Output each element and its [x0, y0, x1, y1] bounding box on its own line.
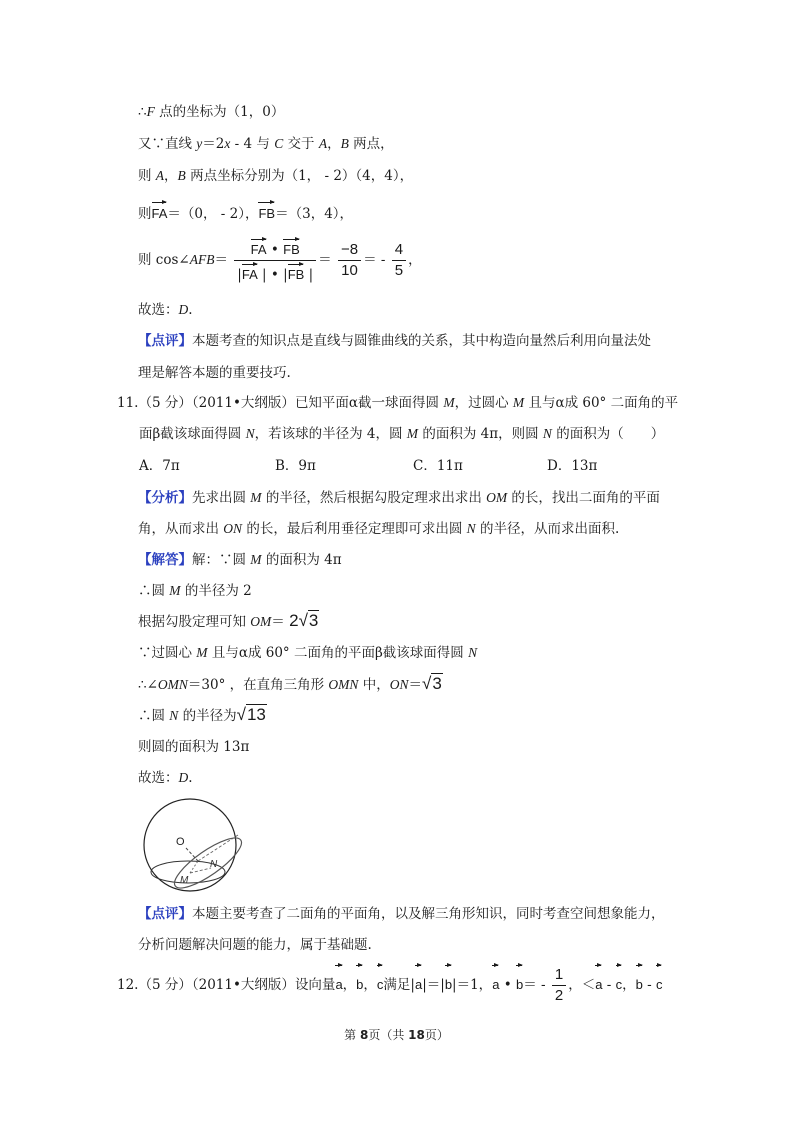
review-tag: 【点评】	[138, 906, 192, 922]
var-f: F	[146, 104, 155, 119]
fraction-numerator: 1	[552, 966, 566, 986]
text: ＝	[214, 252, 228, 268]
solution-11-line1	[138, 550, 342, 570]
solution-11-line6	[138, 705, 267, 726]
text: ，	[622, 977, 636, 993]
text: 的面积为 4π	[261, 552, 342, 568]
review-text: 本题主要考查了二面角的平面角，以及解三角形知识，同时考查空间想象能力，	[192, 906, 665, 922]
var-b: B	[177, 168, 186, 183]
var-m: M	[196, 645, 208, 660]
solution-tag: 【解答】	[138, 552, 192, 568]
current-page-number: 8	[359, 1028, 369, 1042]
text: 页（共	[368, 1028, 409, 1042]
text: 交于	[283, 136, 319, 152]
question-11-stem-line2	[139, 424, 664, 444]
question-11-stem-line1	[117, 393, 678, 413]
dot: •	[266, 242, 284, 258]
text: .	[188, 302, 193, 318]
solution-line-cosine	[138, 236, 422, 284]
abs-bar: |	[237, 267, 242, 283]
coefficient: 2	[289, 611, 299, 630]
label-o: O	[176, 836, 185, 848]
text: ＝	[408, 677, 422, 693]
fraction-denominator: 2	[554, 987, 564, 1004]
review-block-11-cont	[138, 935, 372, 955]
text: 的面积为 4π，则圆	[418, 426, 543, 442]
sqrt-expression: √3	[421, 674, 442, 693]
text: 则	[138, 168, 156, 184]
var-omn: OMN	[328, 677, 359, 692]
text: 且与α成 60° 二面角的平面β截该球面得圆	[207, 645, 469, 661]
solution-line-f-coord	[138, 102, 284, 122]
text: 设向量	[294, 977, 336, 993]
text: 面β截该球面得圆	[139, 426, 246, 442]
var-b: B	[340, 136, 349, 151]
choice-value: 7π	[162, 458, 180, 474]
review-block-11	[138, 904, 665, 924]
analysis-block-line2	[138, 519, 619, 539]
var-on: ON	[389, 677, 409, 692]
text: -	[642, 977, 656, 993]
text: ＝	[318, 252, 332, 268]
text: 中，	[358, 677, 390, 693]
review-text: 理是解答本题的重要技巧.	[138, 365, 291, 381]
text: 则 cos∠	[138, 252, 190, 268]
var-m: M	[169, 583, 181, 598]
total-pages: 18	[408, 1028, 425, 1042]
vector-a: a	[415, 963, 422, 1003]
review-text: 本题考查的知识点是直线与圆锥曲线的关系，其中构造向量然后利用向量法处	[192, 333, 651, 349]
vector-c: c	[377, 963, 384, 1003]
text: 根据勾股定理可知	[138, 614, 251, 630]
text: 则圆的面积为 13π	[138, 739, 250, 755]
fraction-numerator: 4	[394, 241, 404, 258]
cosine-fraction	[234, 237, 316, 284]
text: ＝ -	[363, 252, 390, 268]
choice-a[interactable]	[139, 456, 180, 476]
therefore-symbol: ∴	[138, 104, 147, 120]
fraction-numerator: −8	[338, 241, 361, 261]
text: 两点坐标分别为（1， - 2）（4，4），	[185, 168, 414, 184]
text: 的半径，然后根据勾股定理求出求出	[261, 490, 487, 506]
text: | • |	[257, 267, 288, 283]
var-m: M	[250, 552, 262, 567]
vector-b: b	[445, 963, 452, 1003]
question-12-stem	[117, 963, 662, 1005]
text: 的半径为	[178, 708, 237, 724]
text: ，	[327, 136, 341, 152]
question-number: 11.	[117, 395, 139, 411]
text: -	[602, 977, 616, 993]
var-on: ON	[223, 521, 243, 536]
text: ，＜	[568, 977, 596, 993]
choice-label: D．	[547, 458, 572, 474]
solution-line-intersect	[138, 134, 394, 154]
solution-11-line5	[138, 674, 443, 695]
text: 的长，最后利用垂径定理即可求出圆	[242, 521, 467, 537]
vector-fa: FA	[242, 262, 258, 284]
answer-letter: D	[178, 770, 189, 785]
sqrt-expression: √13	[236, 705, 266, 724]
text: 的长，找出二面角的平面	[507, 490, 660, 506]
analysis-tag: 【分析】	[138, 490, 192, 506]
choice-value: 13π	[571, 458, 598, 474]
fraction-denominator: 5	[392, 260, 406, 280]
vector-fb: FB	[283, 237, 300, 259]
var-n: N	[468, 645, 478, 660]
text: ∴圆	[138, 583, 170, 599]
solution-11-line3	[138, 611, 319, 632]
var-x: x	[224, 136, 231, 151]
choice-value: 9π	[298, 458, 316, 474]
text: 页）	[424, 1028, 449, 1042]
fraction-denominator	[234, 261, 316, 284]
text: ＝（0， - 2），	[167, 206, 259, 222]
solution-line-answer	[138, 300, 193, 320]
vector-a: a	[335, 963, 342, 1003]
vector-c: c	[656, 963, 663, 1003]
solution-line-points	[138, 166, 413, 186]
var-om: OM	[250, 614, 272, 629]
vector-fa: FA	[251, 237, 267, 259]
vector-fb: FB	[258, 200, 275, 224]
solution-11-line7	[138, 737, 249, 757]
text: 点的坐标为（1，0）	[154, 104, 285, 120]
text: 满足|	[383, 977, 415, 993]
text: ，	[342, 977, 357, 993]
page-footer	[0, 1026, 793, 1043]
dot: •	[499, 977, 516, 993]
vector-fa: FA	[152, 200, 168, 224]
solution-11-line8	[138, 768, 193, 788]
var-n: N	[542, 426, 552, 441]
solution-11-line4	[138, 643, 477, 663]
text: 故选：	[138, 770, 179, 786]
var-n: N	[245, 426, 255, 441]
radicand: 13	[246, 705, 266, 724]
solution-line-vectors	[138, 200, 353, 224]
choice-d[interactable]	[547, 456, 597, 476]
fraction-4-over-5	[392, 241, 406, 280]
text: .	[188, 770, 193, 786]
review-block-10	[138, 331, 651, 351]
var-c: C	[274, 136, 284, 151]
text: ∴∠	[138, 677, 158, 693]
text: 则	[138, 206, 152, 222]
radicand: 3	[432, 674, 442, 693]
text: 已知平面α截一球面得圆	[294, 395, 444, 411]
text: 两点，	[348, 136, 394, 152]
vector-b: b	[356, 963, 363, 1003]
text: |＝|	[422, 977, 445, 993]
fraction-numerator	[234, 237, 316, 261]
var-a: A	[155, 168, 165, 183]
text: ＝30° ，在直角三角形	[187, 677, 329, 693]
var-m: M	[443, 395, 455, 410]
choice-b[interactable]	[275, 456, 316, 476]
fraction-1-over-2	[552, 966, 566, 1005]
text: 第	[344, 1028, 360, 1042]
sqrt-expression: 2√3	[289, 611, 319, 630]
var-y: y	[196, 136, 203, 151]
question-11-choices	[139, 456, 639, 476]
text: ，	[408, 252, 422, 268]
vector-b: b	[636, 963, 643, 1003]
var-m: M	[406, 426, 419, 441]
var-om: OM	[486, 490, 508, 505]
question-meta: （5 分）（2011•大纲版）	[138, 977, 295, 993]
question-number: 12.	[117, 977, 139, 993]
text: 且与α成 60° 二面角的平	[524, 395, 679, 411]
analysis-block-line1	[138, 488, 660, 508]
text: 故选：	[138, 302, 179, 318]
text: 的半径，从而求出面积.	[475, 521, 620, 537]
text: ，	[363, 977, 377, 993]
vector-a: a	[595, 963, 602, 1003]
choice-label: A．	[139, 458, 163, 474]
choice-c[interactable]	[413, 456, 463, 476]
review-block-10-cont	[138, 363, 291, 383]
choice-label: C．	[413, 458, 437, 474]
solution-11-line2	[138, 581, 252, 601]
text: 角，从而求出	[138, 521, 224, 537]
text: ＝（3，4），	[275, 206, 354, 222]
text: ，过圆心	[454, 395, 513, 411]
var-m: M	[512, 395, 525, 410]
text: ＝2	[202, 136, 225, 152]
text: 又∵直线	[138, 136, 197, 152]
sphere-diagram	[136, 795, 246, 895]
answer-letter: D	[178, 302, 189, 317]
text: ∴圆	[138, 708, 170, 724]
text: 先求出圆	[192, 490, 251, 506]
vector-b: b	[516, 963, 523, 1003]
text: 的半径为 2	[180, 583, 252, 599]
text: ＝	[271, 614, 290, 630]
question-meta: （5 分）（2011•大纲版）	[138, 395, 295, 411]
fraction-minus-8-over-10	[338, 241, 361, 280]
text: |＝1，	[452, 977, 493, 993]
text: ＝ -	[523, 977, 550, 993]
var-n: N	[466, 521, 476, 536]
fraction-denominator: 10	[341, 262, 358, 279]
var-n: N	[169, 708, 179, 723]
var-a: A	[318, 136, 328, 151]
var-m: M	[250, 490, 262, 505]
label-m: M	[180, 875, 189, 886]
sphere-diagram-svg	[136, 795, 246, 895]
abs-bar: |	[304, 267, 314, 283]
review-text: 分析问题解决问题的能力，属于基础题.	[138, 937, 372, 953]
text: ，	[164, 168, 178, 184]
vector-c: c	[616, 963, 623, 1003]
var-omn: OMN	[157, 677, 188, 692]
text: - 4 与	[230, 136, 275, 152]
text: ，若该球的半径为 4，圆	[254, 426, 407, 442]
label-n: N	[210, 859, 218, 870]
text: ∵过圆心	[138, 645, 197, 661]
text: 解：∵圆	[192, 552, 251, 568]
choice-value: 11π	[436, 458, 463, 474]
vector-fb: FB	[288, 262, 305, 284]
choice-label: B．	[275, 458, 299, 474]
text: 的面积为（ ）	[551, 426, 665, 442]
angle-afb: AFB	[189, 252, 215, 267]
vector-a: a	[492, 963, 499, 1003]
review-tag: 【点评】	[138, 333, 192, 349]
radicand: 3	[308, 611, 319, 630]
